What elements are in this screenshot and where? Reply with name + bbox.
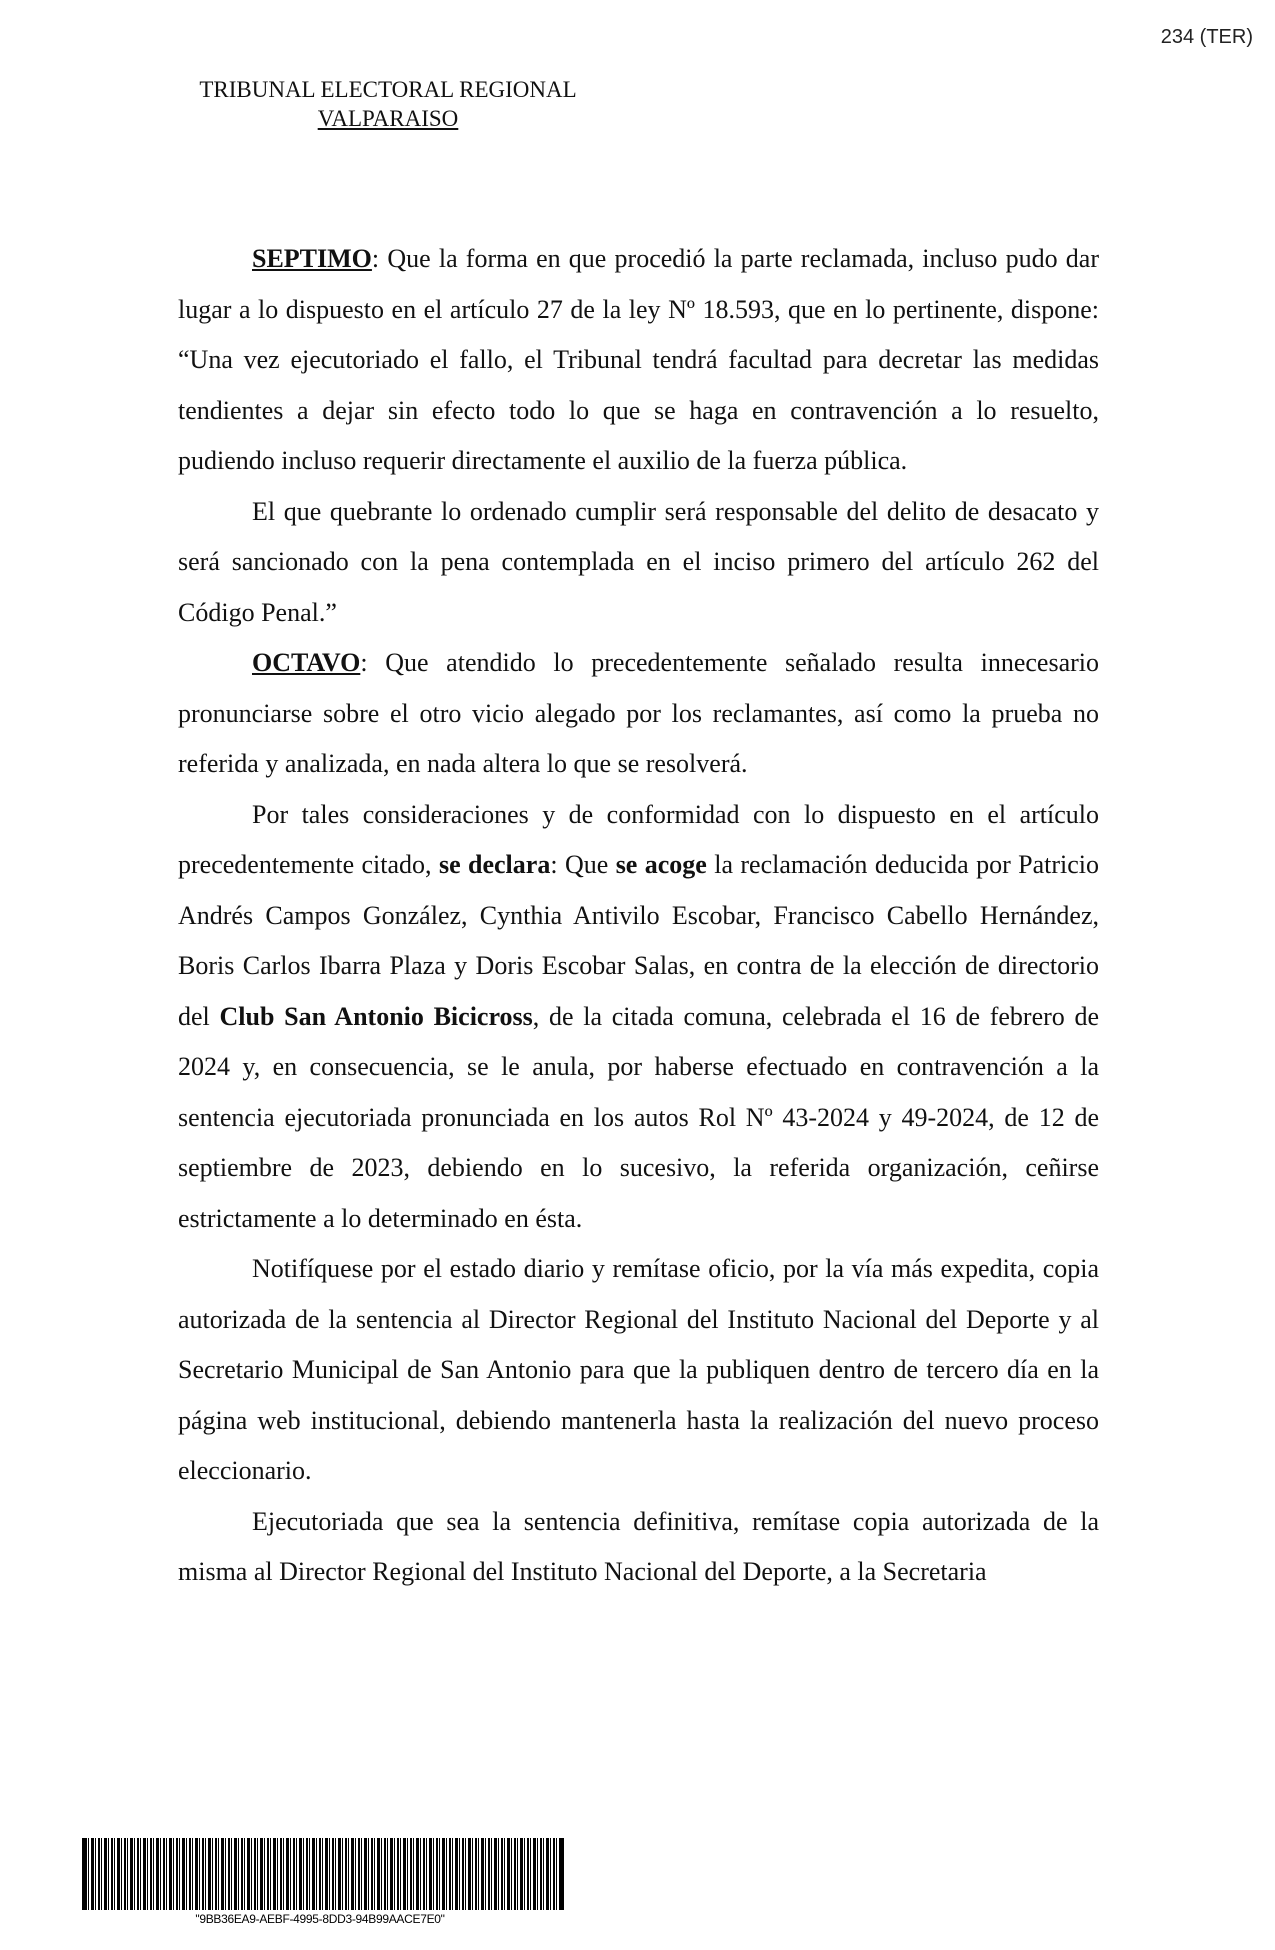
paragraph-text: : Que atendido lo precedentemente señalado resulta innecesario pronunciarse sobre el otro vicio alegado por los reclamantes, así como la prueba no referida y analizada, en nada altera lo que se resolverá. xyxy=(178,648,1099,778)
paragraph-text: Notifíquese por el estado diario y remítase oficio, por la vía más expedita, copia autorizada de la sentencia al Director Regional del Instituto Nacional del Deporte y al Secretario Municipal de San Antonio para que la publiquen dentro de tercero día en la página web institucional, debiendo mantenerla hasta la realización del nuevo proceso eleccionario. xyxy=(178,1254,1099,1485)
document-barcode xyxy=(82,1838,558,1931)
paragraph-text: Ejecutoriada que sea la sentencia definitiva, remítase copia autorizada de la misma al Director Regional del Instituto Nacional del Deporte, a la Secretaria xyxy=(178,1506,1099,1586)
barcode-bars xyxy=(82,1838,564,1910)
bold-se-acoge: se acoge xyxy=(615,850,707,879)
paragraph-text: , de la citada comuna, celebrada el 16 de febrero de 2024 y, en consecuencia, se le anula, por haberse efectuado en contravención a la sentencia ejecutoriada pronunciada en los autos Rol Nº 43-2024 y 49-2024, de 12 de septiembre de 2023, debiendo en lo sucesivo, la referida organización, ceñirse estrictamente a lo determinado en ésta. xyxy=(178,1001,1100,1233)
tribunal-name: TRIBUNAL ELECTORAL REGIONAL xyxy=(199,77,577,102)
paragraph-notification xyxy=(178,1244,1099,1497)
paragraph-text: la reclamación deducida por Patricio Andrés Campos González, Cynthia Antivilo Escobar, Francisco Cabello Hernández, Boris Carlos Ibarra Plaza y Doris Escobar Salas, en contra de la elección de directorio del xyxy=(178,850,1100,1031)
paragraph-text: Por tales consideraciones y de conformidad con lo dispuesto en el artículo precedentemente citado, xyxy=(178,799,1099,879)
paragraph-resolution xyxy=(178,790,1099,1245)
bold-se-declara: se declara xyxy=(438,850,551,879)
paragraph-text: : Que xyxy=(550,850,616,879)
document-header xyxy=(178,75,598,133)
paragraph-octavo xyxy=(178,638,1099,790)
tribunal-region: VALPARAISO xyxy=(317,106,459,131)
paragraph-text: El que quebrante lo ordenado cumplir será responsable del delito de desacato y será sancionado con la pena contemplada en el inciso primero del artículo 262 del Código Penal.” xyxy=(178,496,1099,627)
paragraph-septimo xyxy=(178,234,1099,487)
page-number: 234 (TER) xyxy=(1160,26,1253,48)
document-body xyxy=(178,234,1099,1598)
paragraph-text: : Que la forma en que procedió la parte reclamada, incluso pudo dar lugar a lo dispuesto en el artículo 27 de la ley Nº 18.593, que en lo pertinente, dispone: “Una vez ejecutoriado el fallo, el Tribunal tendrá facultad para decretar las medidas tendientes a dejar sin efecto todo lo que se haga en contravención a lo resuelto, pudiendo incluso requerir directamente el auxilio de la fuerza pública. xyxy=(178,244,1099,475)
barcode-code: "9BB36EA9-AEBF-4995-8DD3-94B99AACE7E0" xyxy=(195,1912,445,1926)
bold-club-name: Club San Antonio Bicicross xyxy=(219,1001,533,1031)
section-heading-septimo: SEPTIMO xyxy=(252,244,372,273)
paragraph-ejecutoriada xyxy=(178,1497,1099,1598)
paragraph-desacato xyxy=(178,487,1099,639)
section-heading-octavo: OCTAVO xyxy=(252,648,361,677)
